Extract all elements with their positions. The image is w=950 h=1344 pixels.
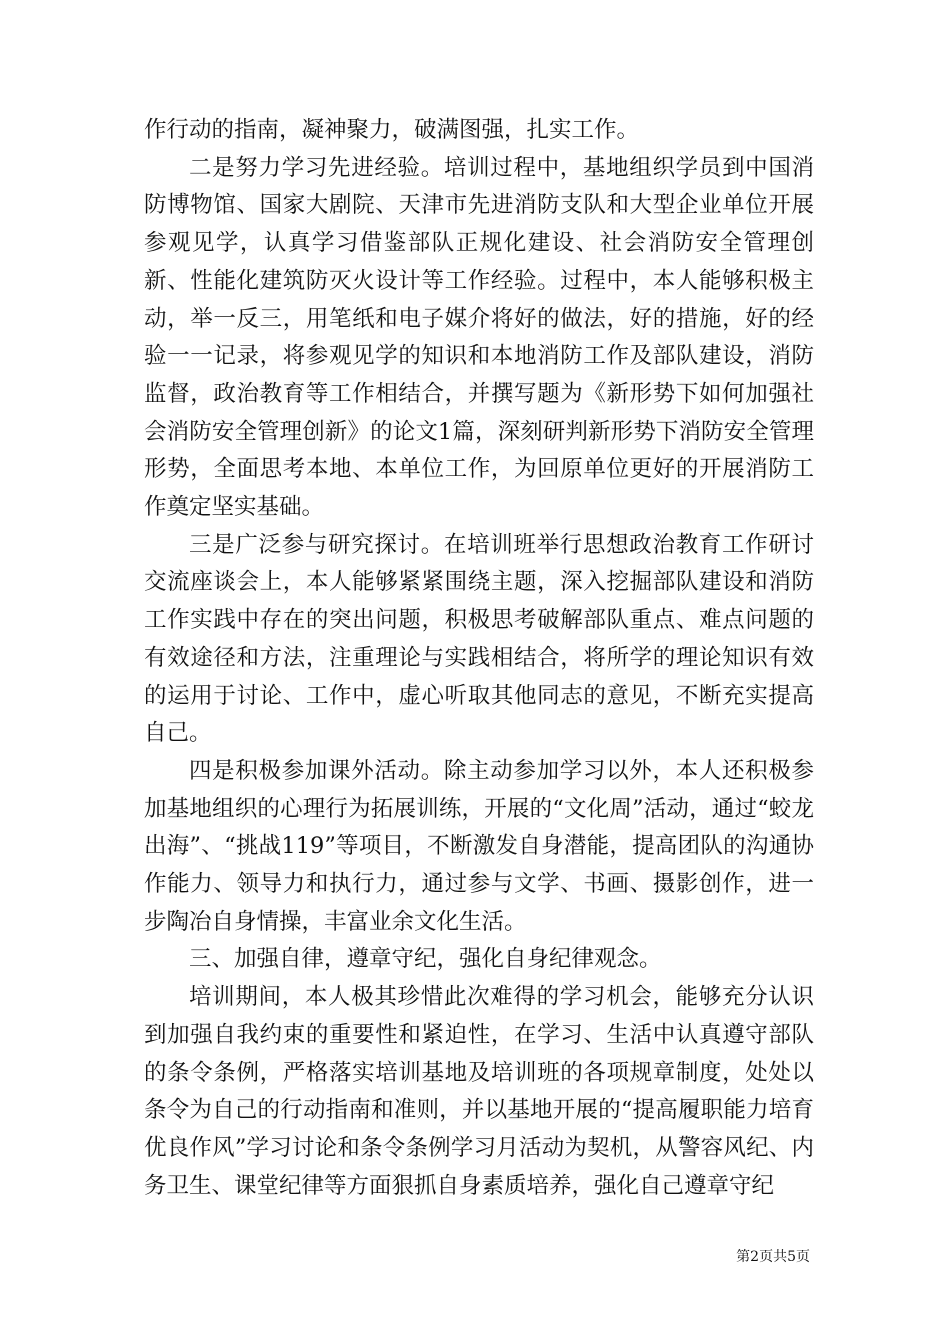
section-heading-discipline: 三、加强自律，遵章守纪，强化自身纪律观念。 <box>189 946 662 973</box>
paragraph-discipline: 培训期间，本人极其珍惜此次难得的学习机会，能够充分认识到加强自我约束的重要性和紧迫性，在学习、生活中认真遵守部队的条令条例，严格落实培训基地及培训班的各项规章制度，处处以条令为自己的行动指南和准则，并以基地开展的“提高履职能力培育优良作风”学习讨论和条令条例学习月活动为契机，从警容风纪、内务卫生、课堂纪律等方面狠抓自身素质培养，强化自己遵章守纪 <box>144 984 814 1199</box>
paragraph-extracurricular: 四是积极参加课外活动。除主动参加学习以外，本人还积极参加基地组织的心理行为拓展训练，开展的“文化周”活动，通过“蛟龙出海”、“挑战119”等项目，不断激发自身潜能，提高团队的沟通协作能力、领导力和执行力，通过参与文学、书画、摄影创作，进一步陶冶自身情操，丰富业余文化生活。 <box>144 757 814 935</box>
document-body <box>144 112 814 1205</box>
paragraph-learn-experience: 二是努力学习先进经验。培训过程中，基地组织学员到中国消防博物馆、国家大剧院、天津市先进消防支队和大型企业单位开展参观见学，认真学习借鉴部队正规化建设、社会消防安全管理创新、性能化建筑防灭火设计等工作经验。过程中，本人能够积极主动，举一反三，用笔纸和电子媒介将好的做法，好的措施，好的经验一一记录，将参观见学的知识和本地消防工作及部队建设，消防监督，政治教育等工作相结合，并撰写题为《新形势下如何加强社会消防安全管理创新》的论文1篇，深刻研判新形势下消防安全管理形势，全面思考本地、本单位工作，为回原单位更好的开展消防工作奠定坚实基础。 <box>144 154 814 521</box>
paragraph-research-discussion: 三是广泛参与研究探讨。在培训班举行思想政治教育工作研讨交流座谈会上，本人能够紧紧围绕主题，深入挖掘部队建设和消防工作实践中存在的突出问题，积极思考破解部队重点、难点问题的有效途径和方法，注重理论与实践相结合，将所学的理论知识有效的运用于讨论、工作中，虚心听取其他同志的意见，不断充实提高自己。 <box>144 531 814 747</box>
paragraph-continuation: 作行动的指南，凝神聚力，破满图强，扎实工作。 <box>144 117 640 143</box>
page-number: 第2页共5页 <box>736 1249 810 1265</box>
